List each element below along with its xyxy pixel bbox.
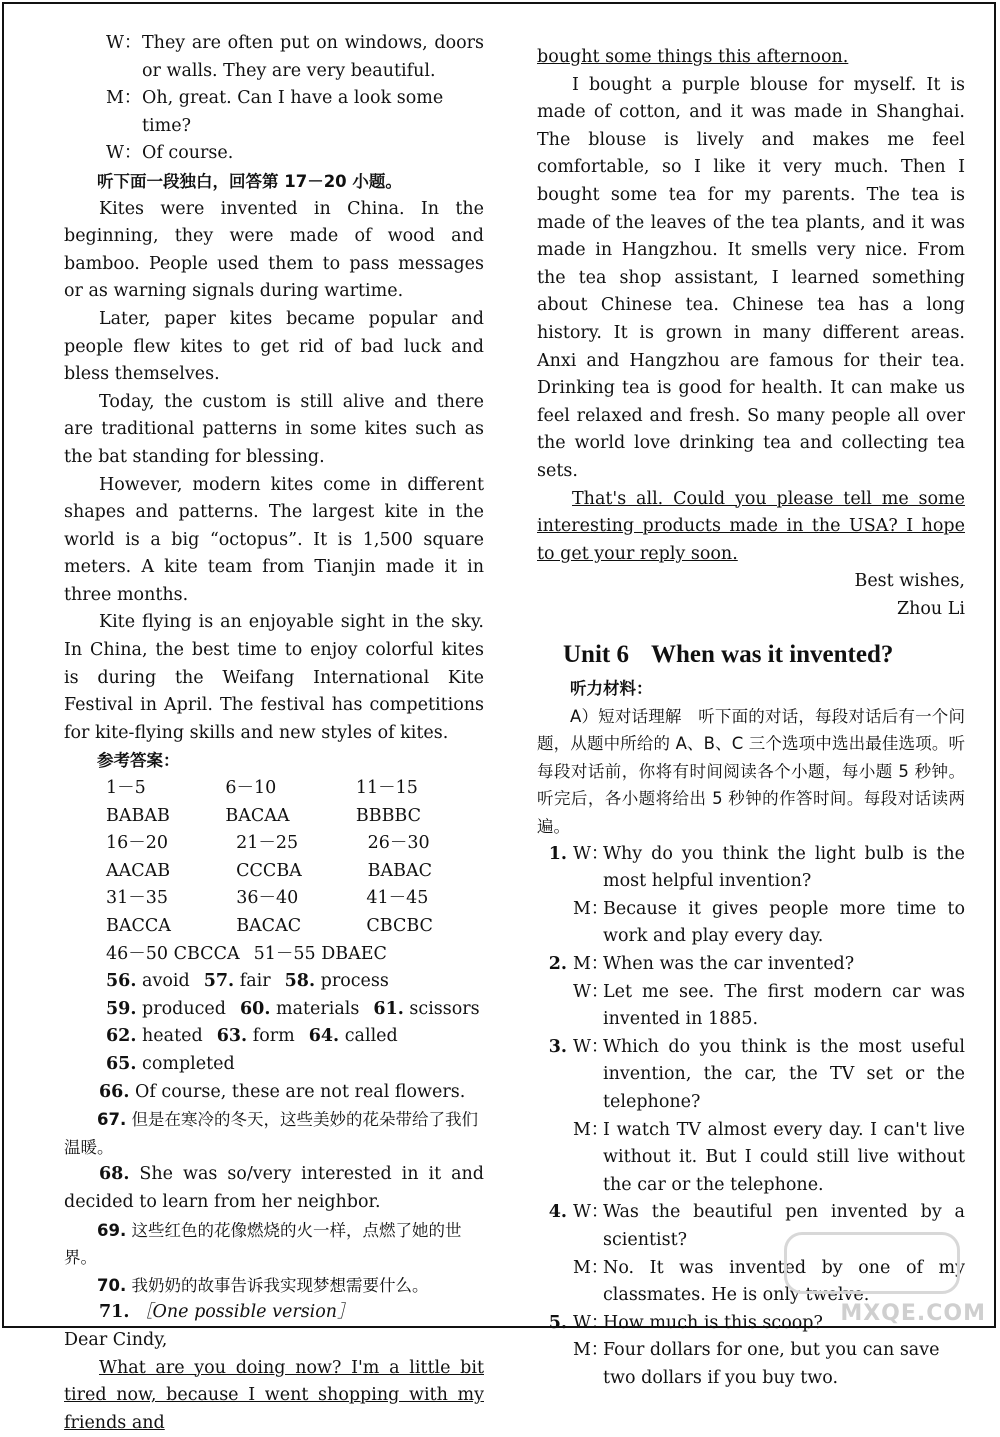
monologue-instruction: 听下面一段独白，回答第 17－20 小题。 [64, 168, 484, 196]
answer-row: 46－50 CBCCA 51－55 DBAEC [64, 941, 484, 969]
word-answer-row: 65. completed [64, 1051, 484, 1079]
unit-heading: Unit 6 When was it invented? [563, 641, 965, 669]
answer-68: 68. She was so/very interested in it and decided to learn from her neighbor. [64, 1161, 484, 1216]
answer-row: 16－20 AACAB 21－25 CCCBA 26－30 BABAC [64, 830, 484, 885]
monologue-paragraph: However, modern kites come in different shapes and patterns. The largest kite in the world is a big “octopus”. It is 1,500 square meters. A kite team from Tianjin made it in three months. [64, 472, 484, 610]
answer-key [64, 775, 484, 1079]
listening-material-label: 听力材料： [537, 675, 965, 703]
word-answer-row: 62. heated 63. form 64. called [64, 1023, 484, 1051]
monologue-paragraph: Kites were invented in China. In the beginning, they were made of wood and bamboo. People used them to pass messages or as warning signals during wartime. [64, 196, 484, 306]
dialogue-line: 5. W： How much is this scoop? [537, 1310, 965, 1338]
letter-greeting: Dear Cindy, [64, 1327, 484, 1355]
dialogue-1 [64, 30, 484, 168]
word-answer-row: 59. produced 60. materials 61. scissors [64, 996, 484, 1024]
dialogue-line: M： No. It was invented by one of my classmates. He is only twelve. [537, 1255, 965, 1310]
right-column [537, 44, 965, 1393]
dialogue-line: M： Oh, great. Can I have a look some time? [64, 85, 484, 140]
dialogue-line: 2. M： When was the car invented? [537, 951, 965, 979]
dialogue-line: M： Four dollars for one, but you can save two dollars if you buy two. [537, 1337, 965, 1392]
answer-row: 31－35 BACCA 36－40 BACAC 41－45 CBCBC [64, 885, 484, 940]
letter-body: I bought a purple blouse for myself. It is made of cotton, and it was made in Shanghai. The blouse is lively and makes me feel comfortable, so I like it very much. Then I bought some tea for my parents. The tea is made of the leaves of the tea plants, and it was made in Hangzhou. It smells very nice. From the tea shop assistant, I learned something about Chinese tea. Chinese tea has a long history. It is grown in many different areas. Anxi and Hangzhou are famous for their tea. Drinking tea is good for health. It can make us feel relaxed and fresh. So many people all over the world love drinking tea and collecting tea sets. [537, 72, 965, 486]
letter-signature: Zhou Li [537, 596, 965, 624]
dialogue-line: W： Of course. [64, 140, 484, 168]
answer-71: 71. ［One possible version］ [64, 1299, 484, 1327]
letter-continuation: bought some things this afternoon. [537, 44, 965, 72]
dialogue-line: 1. W： Why do you think the light bulb is the most helpful invention? [537, 841, 965, 896]
answer-70: 70. 我奶奶的故事告诉我实现梦想需要什么。 [64, 1272, 484, 1300]
left-column [64, 30, 484, 1437]
dialogue-line: M： Because it gives people more time to work and play every day. [537, 896, 965, 951]
monologue-paragraph: Later, paper kites became popular and people flew kites to get rid of bad luck and bless themselves. [64, 306, 484, 389]
monologue-paragraph: Kite flying is an enjoyable sight in the sky. In China, the best time to enjoy colorful kites is during the Weifang International Kite Festival in April. The festival has competitions for kite-flying skills and new styles of kites. [64, 609, 484, 747]
dialogue-line: W： Let me see. The first modern car was invented in 1885. [537, 979, 965, 1034]
answer-66: 66. Of course, these are not real flowers. [64, 1079, 484, 1107]
answers-title: 参考答案： [64, 747, 484, 775]
dialogue-line: 4. W： Was the beautiful pen invented by a scientist? [537, 1199, 965, 1254]
dialogue-line: 3. W： Which do you think is the most useful invention, the car, the TV set or the telephone? [537, 1034, 965, 1117]
answer-69: 69. 这些红色的花像燃烧的火一样，点燃了她的世界。 [64, 1217, 484, 1272]
watermark-logo [784, 1232, 960, 1294]
answer-row: 1－5 BABAB 6－10 BACAA 11－15 BBBBC [64, 775, 484, 830]
letter-closing: Best wishes, [537, 568, 965, 596]
letter-opening: What are you doing now? I'm a little bit tired now, because I went shopping with my friends and [64, 1355, 484, 1437]
section-a-instructions: A）短对话理解 听下面的对话，每段对话后有一个问题，从题中所给的 A、B、C 三个选项中选出最佳选项。听每段对话前，你将有时间阅读各个小题，每小题 5 秒钟。听完后，各小题将给出 5 秒钟的作答时间。每段对话读两遍。 [537, 703, 965, 841]
watermark-text: MXQE.COM [840, 1301, 986, 1326]
letter-closing-paragraph: That's all. Could you please tell me some interesting products made in the USA? I hope to get your reply soon. [537, 486, 965, 569]
dialogue-line: W： They are often put on windows, doors or walls. They are very beautiful. [64, 30, 484, 85]
word-answer-row: 56. avoid 57. fair 58. process [64, 968, 484, 996]
monologue-paragraph: Today, the custom is still alive and there are traditional patterns in some kites such as the bat standing for blessing. [64, 389, 484, 472]
answer-67: 67. 但是在寒冷的冬天，这些美妙的花朵带给了我们温暖。 [64, 1106, 484, 1161]
dialogue-line: M： I watch TV almost every day. I can't live without it. But I could still live without the car or the telephone. [537, 1117, 965, 1200]
